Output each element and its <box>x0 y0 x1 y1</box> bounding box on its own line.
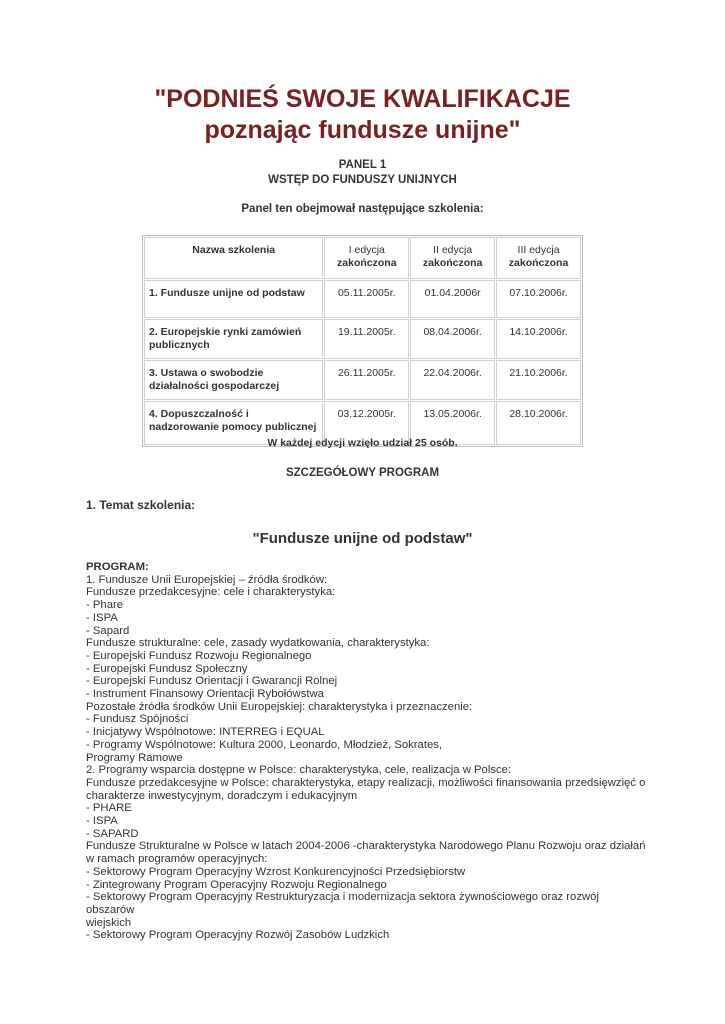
program-line: - Europejski Fundusz Orientacji i Gwarancji Rolnej <box>86 675 338 688</box>
program-line: - Sektorowy Program Operacyjny Rozwój Zasobów Ludzkich <box>86 929 390 942</box>
program-line: - Sektorowy Program Operacyjny Wzrost Konkurencyjności Przedsiębiorstw <box>86 865 466 878</box>
edition-2-date: 13.05.2006r. <box>410 401 495 445</box>
program-line: - Inicjatywy Wspólnotowe: INTERREG i EQUAL <box>86 726 325 739</box>
program-line: - Sapard <box>86 624 130 637</box>
topic-title: "Fundusze unijne od podstaw" <box>252 530 473 547</box>
header-edition-2 <box>410 237 495 279</box>
header-edition-2-label: II edycja <box>433 244 473 256</box>
participants-note: W każdej edycji wzięło udział 25 osób. <box>267 437 458 449</box>
program-line: - Fundusz Spójności <box>86 713 189 726</box>
program-line: - Europejski Fundusz Społeczny <box>86 662 248 675</box>
program-line: - Europejski Fundusz Rozwoju Regionalnego <box>86 649 312 662</box>
edition-1-date: 03.12.2005r. <box>324 401 409 445</box>
training-name: 4. Dopuszczalność i nadzorowanie pomocy publicznej <box>144 401 323 445</box>
edition-2-date: 08.04.2006r. <box>410 319 495 359</box>
edition-1-date: 19.11.2005r. <box>324 319 409 359</box>
program-line: - PHARE <box>86 802 132 815</box>
edition-3-date: 14.10.2006r. <box>496 319 581 359</box>
program-line: Pozostałe źródła środków Unii Europejskiej: charakterystyka i przeznaczenie: <box>86 700 473 713</box>
edition-1-date: 26.11.2005r. <box>324 360 409 400</box>
trainings-table <box>142 235 583 447</box>
edition-1-date: 05.11.2005r. <box>324 280 409 318</box>
program-line: Fundusze strukturalne: cele, zasady wydatkowania, charakterystyka: <box>86 637 430 650</box>
edition-3-date: 07.10.2006r. <box>496 280 581 318</box>
header-edition-3-status: zakończona <box>508 257 569 269</box>
program-section <box>86 561 646 942</box>
header-name: Nazwa szkolenia <box>144 237 323 279</box>
program-line: - Sektorowy Program Operacyjny Restrukturyzacja i modernizacja sektora żywnościowego oraz rozwój obszarów <box>86 891 599 916</box>
edition-3-date: 28.10.2006r. <box>496 401 581 445</box>
edition-2-date: 22.04.2006r. <box>410 360 495 400</box>
training-name: 2. Europejskie rynki zamówień publicznych <box>144 319 323 359</box>
header-edition-3-label: III edycja <box>517 244 560 256</box>
program-line: - Zintegrowany Program Operacyjny Rozwoju Regionalnego <box>86 878 387 891</box>
program-line: wiejskich <box>86 916 132 929</box>
header-edition-1 <box>324 237 409 279</box>
program-line: - Instrument Finansowy Orientacji Rybołówstwa <box>86 688 324 701</box>
panel-name: WSTĘP DO FUNDUSZY UNIJNYCH <box>268 174 457 186</box>
program-line: Fundusze przedakcesyjne: cele i charakterystyka: <box>86 586 336 599</box>
table-header-row <box>144 237 581 279</box>
program-label: PROGRAM: <box>86 561 149 573</box>
panel-heading <box>0 158 725 188</box>
edition-2-date: 01.04.2006r <box>410 280 495 318</box>
title-line-1: "PODNIEŚ SWOJE KWALIFIKACJE <box>154 85 571 113</box>
table-row <box>144 360 581 400</box>
table-row <box>144 280 581 318</box>
program-line: - Programy Wspólnotowe: Kultura 2000, Leonardo, Młodzież, Sokrates, <box>86 738 443 751</box>
program-line: Fundusze Strukturalne w Polsce w latach 2004-2006 -charakterystyka Narodowego Planu Rozwoju oraz działań <box>86 840 646 853</box>
training-name: 1. Fundusze unijne od podstaw <box>144 280 323 318</box>
program-line: charakterze inwestycyjnym, doradczym i edukacyjnym <box>86 789 358 802</box>
edition-3-date: 21.10.2006r. <box>496 360 581 400</box>
program-line: - ISPA <box>86 611 118 624</box>
panel-intro: Panel ten obejmował następujące szkolenia: <box>241 203 484 215</box>
training-name: 3. Ustawa o swobodzie działalności gospodarczej <box>144 360 323 400</box>
header-edition-1-label: I edycja <box>348 244 385 256</box>
program-line: - SAPARD <box>86 827 139 840</box>
header-edition-1-status: zakończona <box>337 257 397 269</box>
program-line: 1. Fundusze Unii Europejskiej – źródła środków: <box>86 573 328 586</box>
topic-label: 1. Temat szkolenia: <box>86 498 196 512</box>
program-line: 2. Programy wsparcia dostępne w Polsce: charakterystyka, cele, realizacja w Polsce: <box>86 764 512 777</box>
program-line: Fundusze przedakcesyjne w Polsce: charakterystyka, etapy realizacji, możliwości finansowania przedsięwzięć o <box>86 776 646 789</box>
program-line: Programy Ramowe <box>86 751 183 764</box>
program-line: - Phare <box>86 599 124 612</box>
header-edition-2-status: zakończona <box>422 257 483 269</box>
table-row <box>144 319 581 359</box>
document-title <box>0 84 725 146</box>
panel-number: PANEL 1 <box>338 159 387 171</box>
program-line: - ISPA <box>86 815 118 828</box>
program-line: w ramach programów operacyjnych: <box>86 853 268 866</box>
detail-heading: SZCZEGÓŁOWY PROGRAM <box>285 467 440 479</box>
title-line-2: poznając fundusze unijne" <box>204 116 521 144</box>
header-edition-3 <box>496 237 581 279</box>
